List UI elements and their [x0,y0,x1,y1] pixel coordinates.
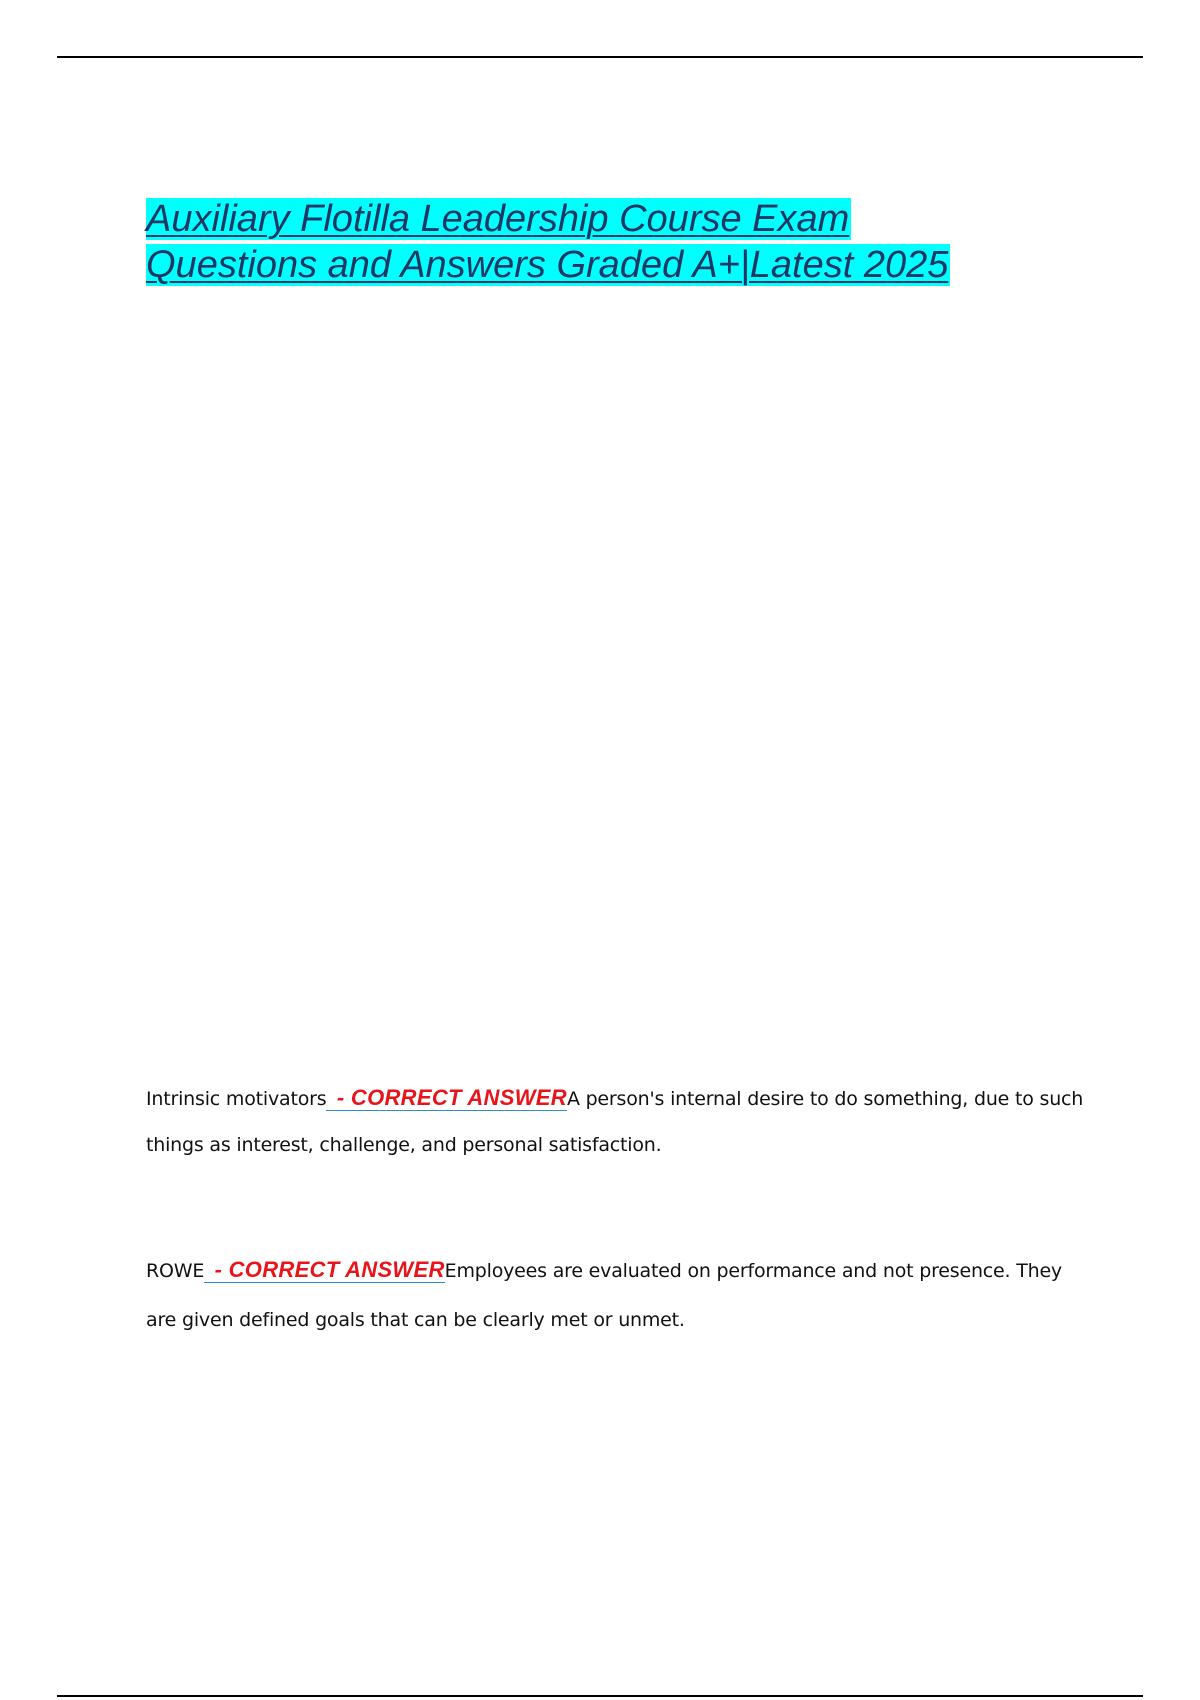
qa-item [146,1075,1096,1168]
correct-answer-marker: - CORRECT ANSWER [326,1085,567,1111]
header-rule [57,56,1143,58]
qa-term: ROWE [146,1260,205,1282]
qa-item [146,1245,1096,1345]
footer-rule [57,1695,1143,1697]
correct-answer-marker: - CORRECT ANSWER [204,1257,445,1283]
qa-definition: Employees are evaluated on performance and not presence. They are given defined goals that can be clearly met or unmet. [146,1260,1062,1331]
title-line-2: Questions and Answers Graded A+|Latest 2025 [146,244,949,286]
qa-term: Intrinsic motivators [146,1088,327,1110]
qa-definition: A person's internal desire to do something, due to such things as interest, challenge, and personal satisfaction. [146,1088,1084,1156]
document-title [146,196,1126,288]
title-line-1: Auxiliary Flotilla Leadership Course Exam [146,198,850,240]
